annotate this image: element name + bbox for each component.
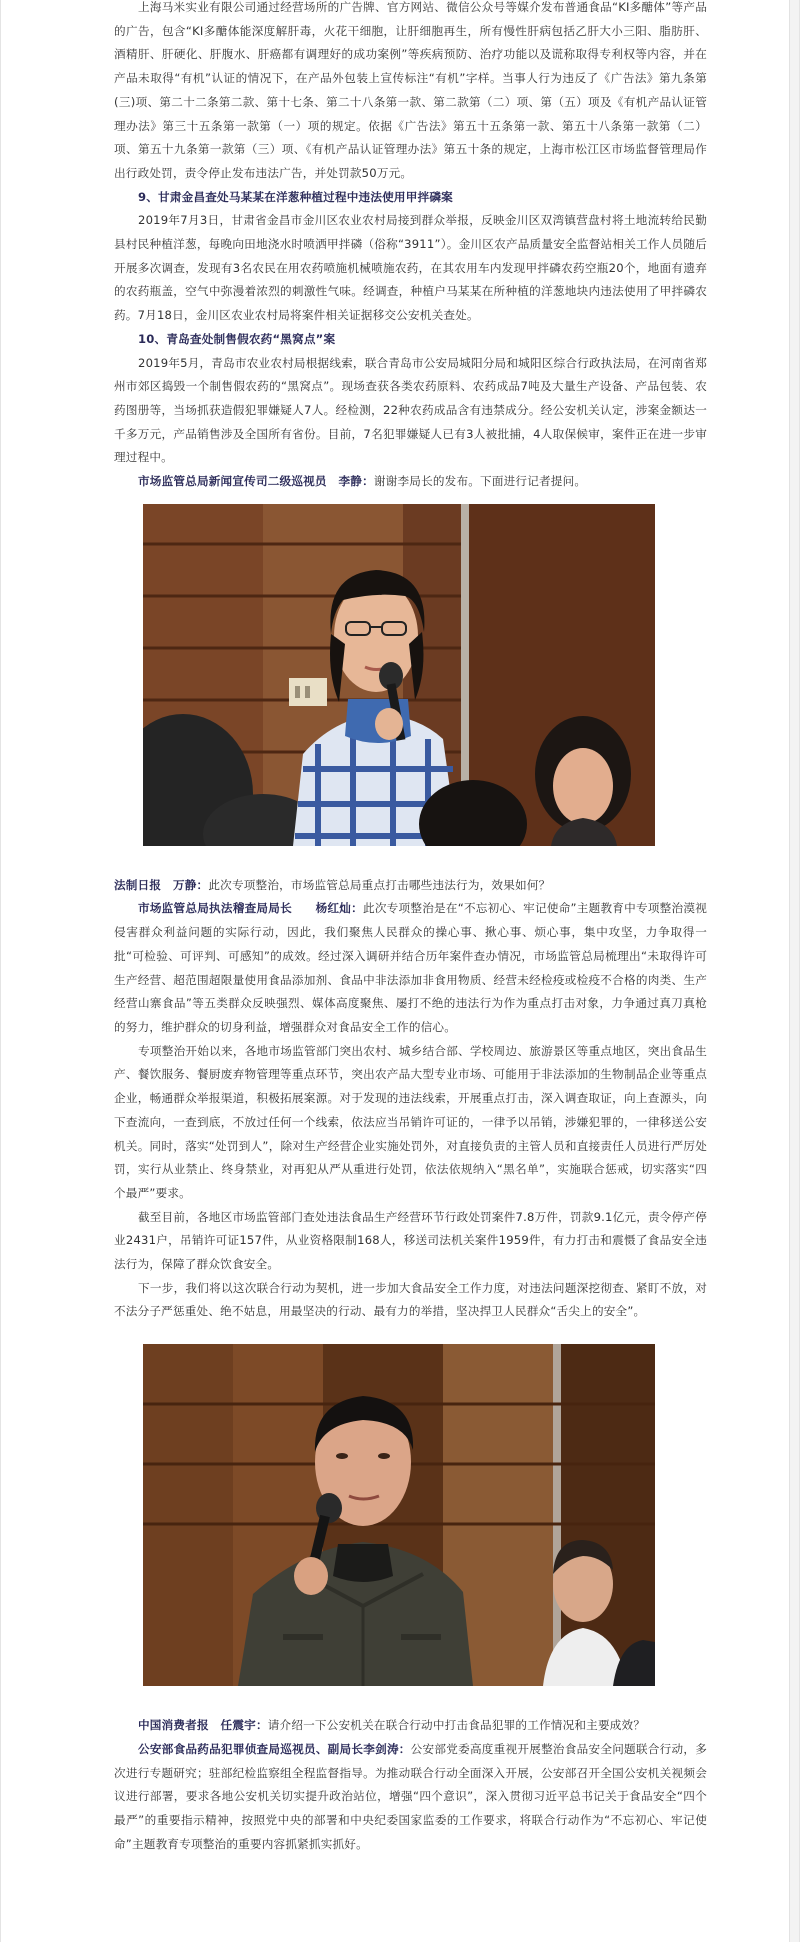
paragraph-case-10: 2019年5月，青岛市农业农村局根据线索，联合青岛市公安局城阳分局和城阳区综合行政执法局，在河南省郑州市郊区捣毁一个制售假农药的“黑窝点”。现场查获各类农药原料、农药成品7吨及大量生产设备、产品包装、农药图册等，当场抓获造假犯罪嫌疑人7人。经检测，22种农药成品含有违禁成分。经公安机关认定，涉案金额达一千多万元，产品销售涉及全国所有省份。目前，7名犯罪嫌疑人已有3人被批捕，4人取保候审，案件正在进一步审理过程中。: [114, 355, 707, 465]
answer-1: [114, 897, 707, 1039]
question-1-text: 此次专项整治，市场监管总局重点打击哪些违法行为，效果如何？: [208, 877, 551, 892]
case-9-heading: 9、甘肃金昌查处马某某在洋葱种植过程中违法使用甲拌磷案: [138, 189, 453, 204]
scrollbar[interactable]: [789, 0, 799, 1942]
answer-1-paragraph-3: 截至目前，各地区市场监管部门查处违法食品生产经营环节行政处罚案件7.8万件，罚款9.1亿元，责令停产停业2431户，吊销许可证157件，从业资格限制168人，移送司法机关案件1959件，有力打击和震慑了食品安全违法行为，保障了群众饮食安全。: [114, 1209, 707, 1272]
article-body: [114, 0, 707, 1856]
case-10-heading: 10、青岛查处制售假农药“黑窝点”案: [138, 331, 336, 346]
paragraph-shanghai-case: 上海马米实业有限公司通过经营场所的广告牌、官方网站、微信公众号等媒介发布普通食品“KI多醣体”等产品的广告，包含“KI多醣体能深度解肝毒，火花干细胞，让肝细胞再生，所有慢性肝病包括乙肝大小三阳、脂肪肝、酒精肝、肝硬化、肝腹水、肝癌都有调理好的成功案例”等疾病预防、治疗功能以及谎称取得专利权等内容，并在产品未取得“有机”认证的情况下，在产品外包装上宣传标注“有机”字样。当事人行为违反了《广告法》第九条第(三)项、第二十二条第二款、第十七条、第二十八条第一款、第二款第（二）项、第（五）项及《有机产品认证管理办法》第三十五条第一款第（一）项的规定。依据《广告法》第五十五条第一款、第五十八条第一款第（二）项、第五十九条第一款第（三）项、《有机产品认证管理办法》第五十条的规定，上海市松江区市场监督管理局作出行政处罚，责令停止发布违法广告，并处罚款50万元。: [114, 0, 707, 180]
answer-1-paragraph-4: 下一步，我们将以这次联合行动为契机，进一步加大食品安全工作力度，对违法问题深挖彻查、紧盯不放，对不法分子严惩重处、绝不姑息，用最坚决的行动、最有力的举措，坚决捍卫人民群众“舌尖上的安全”。: [114, 1280, 707, 1319]
speaker-li-jing: 市场监管总局新闻宣传司二级巡视员 李静：: [138, 474, 374, 489]
answer-2-text: 公安部党委高度重视开展整治食品安全问题联合行动，多次进行专题研究；驻部纪检监察组全程监督指导。为推动联合行动全面深入开展，公安部召开全国公安机关视频会议进行部署，要求各地公安机关切实提升政治站位，增强“四个意识”，深入贯彻习近平总书记关于食品安全“四个最严”的重要指示精神，按照党中央的部署和中央纪委国家监委的工作要求，将联合行动作为“不忘初心、牢记使命”主题教育专项整治的重要内容抓紧抓实抓好。: [114, 1741, 707, 1851]
question-2-text: 请介绍一下公安机关在联合行动中打击食品犯罪的工作情况和主要成效？: [267, 1718, 646, 1733]
woman-reporter-photo: [143, 504, 655, 846]
speaker-ren-zhenyu: 中国消费者报 任震宇：: [138, 1718, 268, 1733]
man-reporter-photo: [143, 1344, 655, 1686]
speaker-li-jiantao: 公安部食品药品犯罪侦查局巡视员、副局长李剑涛：: [138, 1741, 411, 1756]
question-1: [114, 874, 707, 898]
host-remark: [114, 470, 707, 494]
question-2: [114, 1714, 707, 1738]
answer-1-paragraph-2: 专项整治开始以来，各地市场监管部门突出农村、城乡结合部、学校周边、旅游景区等重点地区，突出食品生产、餐饮服务、餐厨废弃物管理等重点环节，突出农产品大型专业市场、可能用于非法添加的生物制品企业等重点企业，畅通群众举报渠道，积极拓展案源。对于发现的违法线索，开展重点打击，深入调查取证，向上查源头，向下查流向，一查到底，不放过任何一个线索，依法应当吊销许可证的，一律予以吊销，涉嫌犯罪的，一律移送公安机关。同时，落实“处罚到人”，除对生产经营企业实施处罚外，对直接负责的主管人员和直接责任人员进行严厉处罚，实行从业禁止、终身禁业，对再犯从严从重进行处罚，依法依规纳入“黑名单”，实施联合惩戒，切实落实“四个最严”要求。: [114, 1043, 707, 1200]
answer-1-text: 此次专项整治是在“不忘初心、牢记使命”主题教育中专项整治漠视侵害群众利益问题的实际行动，因此，我们聚焦人民群众的操心事、揪心事、烦心事，集中攻坚，力争取得一批“可检验、可评判、可感知”的成效。经过深入调研并结合历年案件查办情况，市场监管总局梳理出“未取得许可生产经营、超范围超限量使用食品添加剂、食品中非法添加非食用物质、经营未经检疫或检疫不合格的肉类、生产经营山寨食品”等五类群众反映强烈、媒体高度聚焦、屡打不绝的违法行为作为重点打击对象，力争通过真刀真枪的努力，维护群众的切身利益，增强群众对食品安全工作的信心。: [114, 901, 707, 1034]
paragraph-case-9: 2019年7月3日，甘肃省金昌市金川区农业农村局接到群众举报，反映金川区双湾镇营盘村将土地流转给民勤县村民种植洋葱，每晚向田地浇水时喷洒甲拌磷（俗称“3911”）。金川区农产品质量安全监督站相关工作人员随后开展多次调查，发现有3名农民在用农药喷施机械喷施农药，在其农用车内发现甲拌磷农药空瓶20个，地面有遗弃的农药瓶盖，空气中弥漫着浓烈的刺激性气味。经调查，种植户马某某在所种植的洋葱地块内违法使用了甲拌磷农药。7月18日，金川区农业农村局将案件相关证据移交公安机关查处。: [114, 213, 707, 323]
answer-2: [114, 1738, 707, 1857]
speaker-yang-hongcan: 市场监管总局执法稽查局局长 杨红灿：: [138, 901, 363, 916]
photo-container-2: [143, 1344, 707, 1686]
host-remark-text: 谢谢李局长的发布。下面进行记者提问。: [373, 474, 587, 489]
speaker-wan-jing: 法制日报 万静：: [114, 877, 209, 892]
photo-container-1: [143, 504, 707, 846]
